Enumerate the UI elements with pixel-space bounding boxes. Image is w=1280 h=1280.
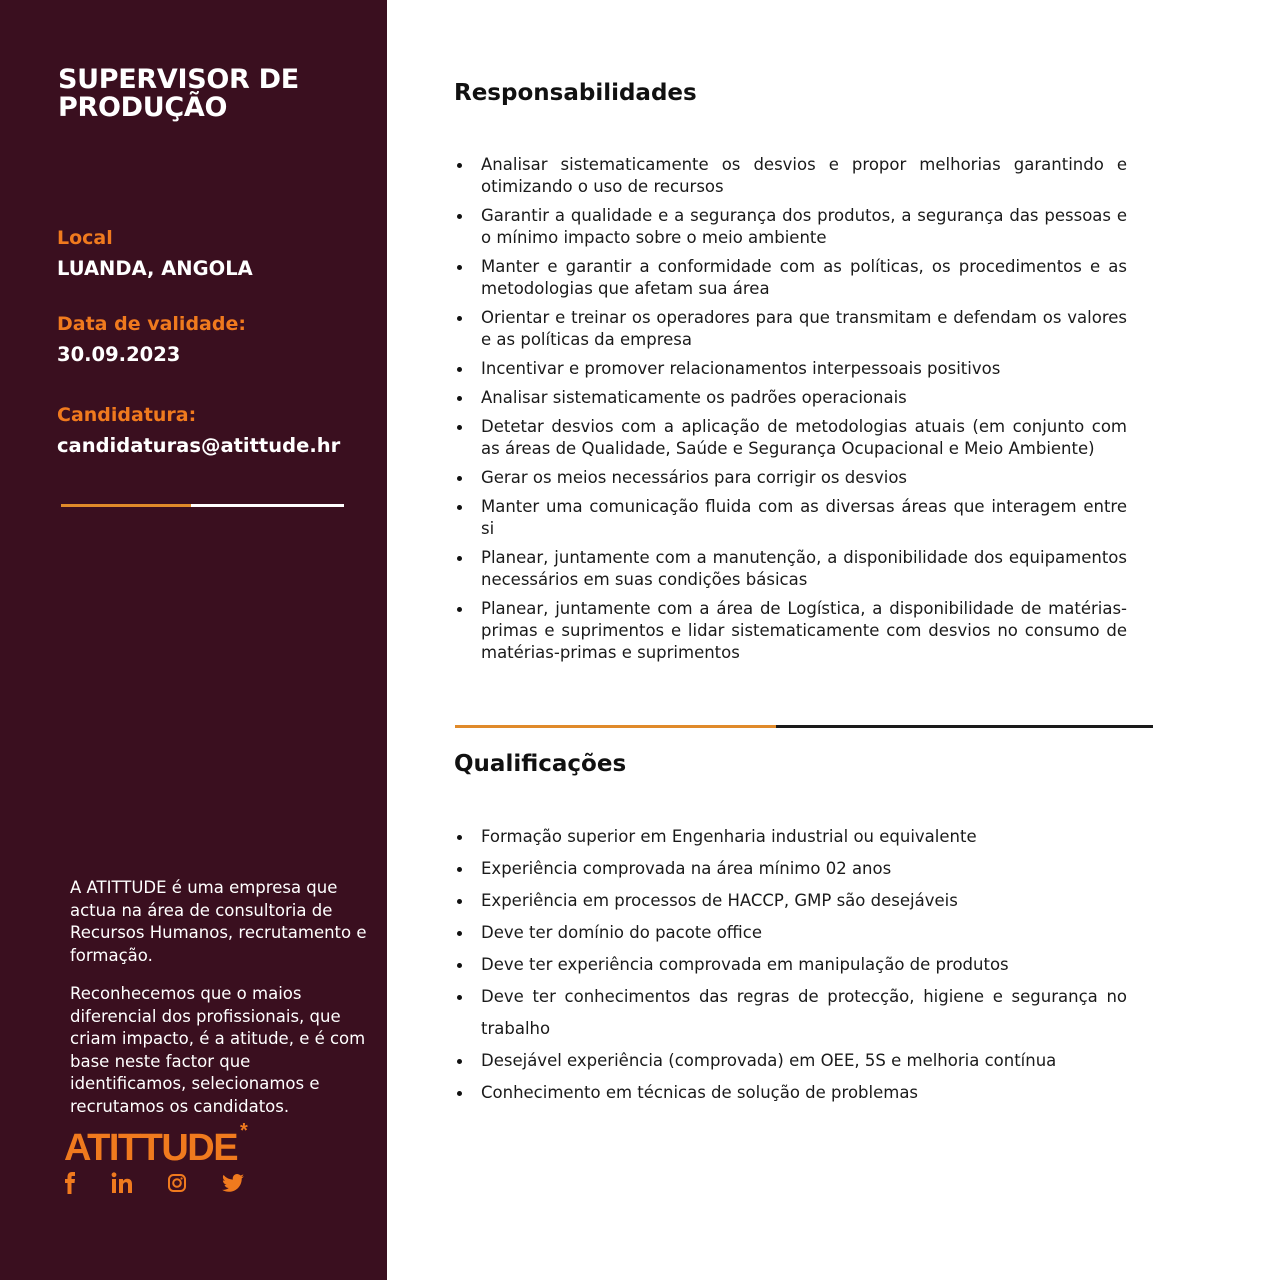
list-item: Manter uma comunicação fluida com as diversas áreas que interagem entre si (454, 496, 1127, 540)
application-email-link[interactable]: candidaturas@atittude.hr (57, 434, 341, 457)
list-item: Formação superior em Engenharia industrial ou equivalente (454, 821, 1127, 853)
sidebar (0, 0, 387, 1280)
application-label: Candidatura: (57, 404, 197, 426)
list-item: Gerar os meios necessários para corrigir os desvios (454, 467, 1127, 489)
qualifications-title: Qualificações (454, 751, 627, 777)
about-paragraph-1: A ATITTUDE é uma empresa que actua na área de consultoria de Recursos Humanos, recrutamento e formação. (70, 878, 367, 965)
local-label: Local (57, 227, 113, 249)
list-item: Planear, juntamente com a manutenção, a disponibilidade dos equipamentos necessários em suas condições básicas (454, 547, 1127, 591)
list-item: Experiência comprovada na área mínimo 02 anos (454, 853, 1127, 885)
instagram-icon[interactable] (167, 1172, 187, 1196)
list-item: Detetar desvios com a aplicação de metodologias atuais (em conjunto com as áreas de Qualidade, Saúde e Segurança Ocupacional e Meio Ambiente) (454, 416, 1127, 460)
list-item: Analisar sistematicamente os padrões operacionais (454, 387, 1127, 409)
list-item: Experiência em processos de HACCP, GMP são desejáveis (454, 885, 1127, 917)
about-paragraph-2: Reconhecemos que o maios diferencial dos profissionais, que criam impacto, é a atitude, e é com base neste factor que identificamos, selecionamos e recrutamos os candidatos. (70, 984, 366, 1116)
sidebar-divider (61, 504, 344, 507)
validity-label: Data de validade: (57, 313, 246, 335)
list-item: Manter e garantir a conformidade com as políticas, os procedimentos e as metodologias que afetam sua área (454, 256, 1127, 300)
linkedin-icon[interactable] (111, 1172, 133, 1196)
section-divider (455, 725, 1153, 728)
local-value: LUANDA, ANGOLA (57, 257, 253, 280)
list-item: Incentivar e promover relacionamentos interpessoais positivos (454, 358, 1127, 380)
logo-star: * (240, 1120, 248, 1142)
facebook-icon[interactable] (64, 1172, 76, 1196)
responsibilities-title: Responsabilidades (454, 80, 697, 106)
list-item: Orientar e treinar os operadores para que transmitam e defendam os valores e as políticas da empresa (454, 307, 1127, 351)
list-item: Deve ter experiência comprovada em manipulação de produtos (454, 949, 1127, 981)
list-item: Analisar sistematicamente os desvios e propor melhorias garantindo e otimizando o uso de recursos (454, 154, 1127, 198)
job-title: SUPERVISOR DE PRODUÇÃO (58, 64, 299, 123)
validity-value: 30.09.2023 (57, 343, 181, 366)
main-content (387, 0, 1280, 1280)
list-item: Desejável experiência (comprovada) em OEE, 5S e melhoria contínua (454, 1045, 1127, 1077)
list-item: Conhecimento em técnicas de solução de problemas (454, 1077, 1127, 1109)
list-item: Deve ter conhecimentos das regras de protecção, higiene e segurança no trabalho (454, 981, 1127, 1045)
list-item: Planear, juntamente com a área de Logística, a disponibilidade de matérias-primas e suprimentos e lidar sistematicamente com desvios no consumo de matérias-primas e suprimentos (454, 598, 1127, 664)
list-item: Garantir a qualidade e a segurança dos produtos, a segurança das pessoas e o mínimo impacto sobre o meio ambiente (454, 205, 1127, 249)
list-item: Deve ter domínio do pacote office (454, 917, 1127, 949)
responsibilities-list (454, 154, 1127, 671)
twitter-icon[interactable] (221, 1172, 245, 1196)
qualifications-list (454, 821, 1127, 1109)
atittude-logo: ATITTUDE (64, 1127, 238, 1169)
